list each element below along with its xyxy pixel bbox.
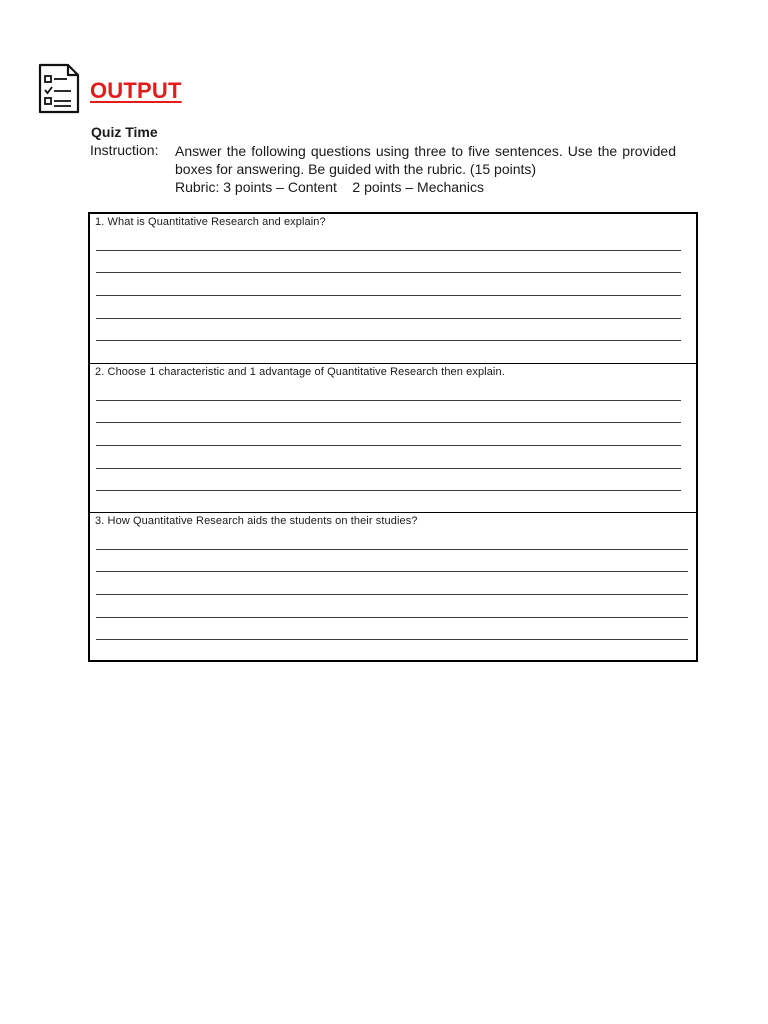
question-box-2 xyxy=(90,363,696,512)
answer-line[interactable] xyxy=(96,617,688,618)
answer-line[interactable] xyxy=(96,445,681,446)
answer-line[interactable] xyxy=(96,594,688,595)
answer-line[interactable] xyxy=(96,400,681,401)
question-box-3 xyxy=(90,512,696,661)
answer-line[interactable] xyxy=(96,318,681,319)
question-1-text: 1. What is Quantitative Research and explain? xyxy=(95,216,326,228)
question-2-text: 2. Choose 1 characteristic and 1 advantage of Quantitative Research then explain. xyxy=(95,366,505,378)
instruction-text: Answer the following questions using three to five sentences. Use the provided boxes for answering. Be guided with the rubric. (15 points) xyxy=(175,143,676,177)
answer-line[interactable] xyxy=(96,468,681,469)
quiz-heading: Quiz Time xyxy=(91,124,158,140)
answer-line[interactable] xyxy=(96,295,681,296)
answer-line[interactable] xyxy=(96,422,681,423)
answer-line[interactable] xyxy=(96,571,688,572)
question-box-1 xyxy=(90,214,696,362)
answer-line[interactable] xyxy=(96,639,688,640)
answer-line[interactable] xyxy=(96,549,688,550)
checklist-document-icon xyxy=(34,62,82,116)
page-title: OUTPUT xyxy=(90,78,182,103)
answer-line[interactable] xyxy=(96,340,681,341)
rubric-text: Rubric: 3 points – Content 2 points – Mechanics xyxy=(175,179,484,195)
answer-line[interactable] xyxy=(96,272,681,273)
question-3-text: 3. How Quantitative Research aids the students on their studies? xyxy=(95,515,418,527)
answer-table xyxy=(88,212,698,662)
answer-line[interactable] xyxy=(96,250,681,251)
answer-line[interactable] xyxy=(96,490,681,491)
instruction-label: Instruction: xyxy=(90,142,159,158)
